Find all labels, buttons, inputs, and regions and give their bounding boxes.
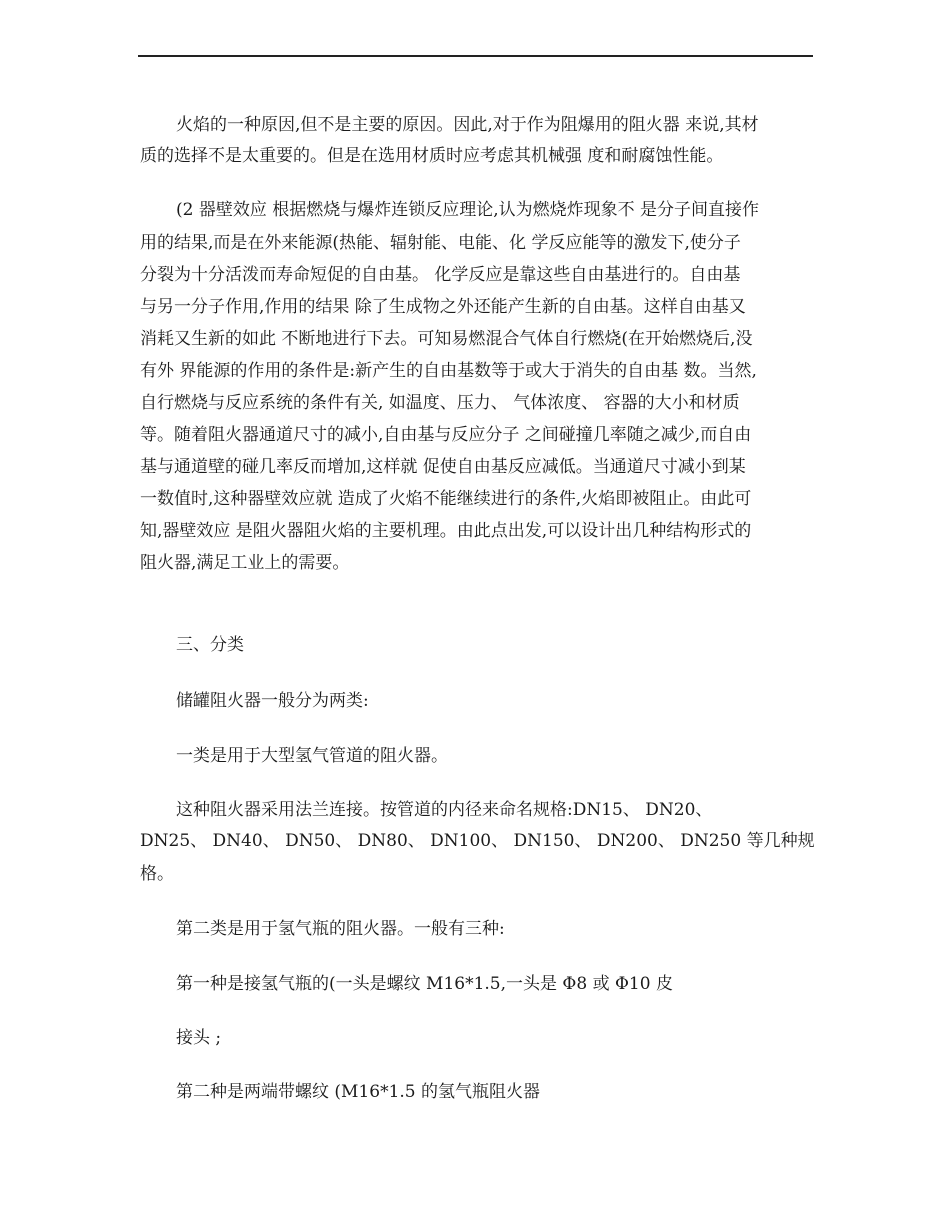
text-line: 等。随着阻火器通道尺寸的减小,自由基与反应分子 之间碰撞几率随之减少,而自由 [140,425,752,445]
text-line: 有外 界能源的作用的条件是:新产生的自由基数等于或大于消失的自由基 数。当然, [140,361,757,381]
section-heading: 三、分类 [176,635,244,655]
text-line: 基与通道壁的碰几率反而增加,这样就 促使自由基反应减低。当通道尺寸减小到某 [140,457,746,477]
paragraph-8: 接头 ; [176,1028,222,1048]
paragraph-4: 一类是用于大型氢气管道的阻火器。 [176,746,448,766]
header-rule [138,55,813,57]
text-line: 一数值时,这种器壁效应就 造成了火焰不能继续进行的条件,火焰即被阻止。由此可 [140,489,752,509]
paragraph-7: 第一种是接氢气瓶的(一头是螺纹 M16*1.5,一头是 Φ8 或 Φ10 皮 [176,974,673,994]
text-line: 知,器壁效应 是阻火器阻火焰的主要机理。由此点出发,可以设计出几种结构形式的 [140,521,752,541]
text-line: 质的选择不是太重要的。但是在选用材质时应考虑其机械强 度和耐腐蚀性能。 [140,146,724,166]
text-line: 格。 [140,864,174,884]
text-line: 阻火器,满足工业上的需要。 [140,553,350,573]
text-line: 自行燃烧与反应系统的条件有关, 如温度、压力、 气体浓度、 容器的大小和材质 [140,393,740,413]
text-line: 分裂为十分活泼而寿命短促的自由基。 化学反应是靠这些自由基进行的。自由基 [140,265,741,285]
text-line: 用的结果,而是在外来能源(热能、辐射能、电能、化 学反应能等的激发下,使分子 [140,233,741,253]
text-line: DN25、 DN40、 DN50、 DN80、 DN100、 DN150、 DN200、 DN250 等几种规 [140,831,815,851]
paragraph-3: 储罐阻火器一般分为两类: [176,691,369,711]
text-line: 消耗又生新的如此 不断地进行下去。可知易燃混合气体自行燃烧(在开始燃烧后,没 [140,329,753,349]
text-line: 与另一分子作用,作用的结果 除了生成物之外还能产生新的自由基。这样自由基又 [140,297,746,317]
paragraph-6: 第二类是用于氢气瓶的阻火器。一般有三种: [176,919,505,939]
text-line: (2 器壁效应 根据燃烧与爆炸连锁反应理论,认为燃烧炸现象不 是分子间直接作 [176,200,760,220]
text-line: 火焰的一种原因,但不是主要的原因。因此,对于作为阻爆用的阻火器 来说,其材 [176,115,759,135]
paragraph-9: 第二种是两端带螺纹 (M16*1.5 的氢气瓶阻火器 [176,1082,541,1102]
text-line: 这种阻火器采用法兰连接。按管道的内径来命名规格:DN15、 DN20、 [176,800,713,820]
